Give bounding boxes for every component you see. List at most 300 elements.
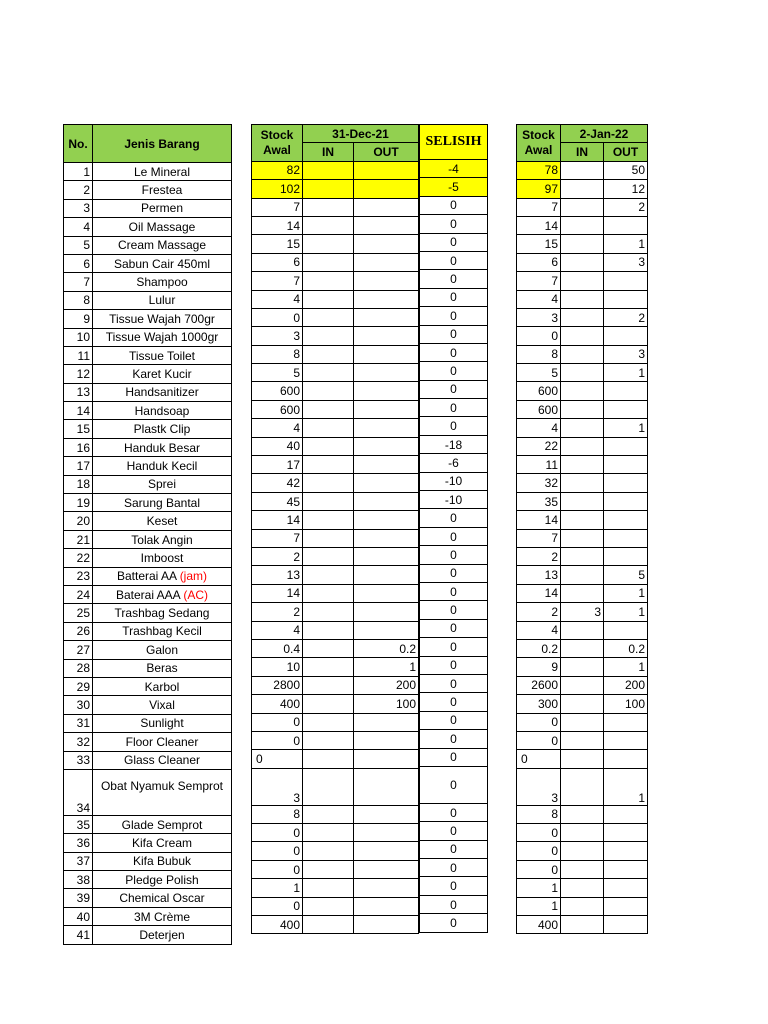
table-row xyxy=(252,916,419,934)
row-no: 7 xyxy=(64,273,93,291)
stock-awal-jan: 14 xyxy=(517,584,561,602)
in-dec xyxy=(303,345,354,363)
in-dec xyxy=(303,824,354,842)
stock-awal-dec: 0 xyxy=(252,713,303,731)
stock-awal-jan: 7 xyxy=(517,272,561,290)
stock-awal-dec: 45 xyxy=(252,492,303,510)
table-row xyxy=(252,216,419,234)
table-row xyxy=(517,235,648,253)
item-name-text: Le Mineral xyxy=(133,164,191,179)
table-row xyxy=(517,345,648,363)
in-jan xyxy=(561,290,604,308)
in-dec xyxy=(303,253,354,271)
stock-awal-dec: 1 xyxy=(252,879,303,897)
in-jan xyxy=(561,805,604,823)
in-dec xyxy=(303,364,354,382)
item-name xyxy=(93,733,232,751)
in-dec xyxy=(303,529,354,547)
selisih-value: 0 xyxy=(420,307,488,325)
table-row xyxy=(420,859,488,877)
row-no: 36 xyxy=(64,834,93,852)
item-name-text: Sunlight xyxy=(140,716,184,731)
stock-awal-dec: 8 xyxy=(252,805,303,823)
in-jan xyxy=(561,547,604,565)
out-dec xyxy=(354,419,419,437)
in-jan xyxy=(561,437,604,455)
in-dec xyxy=(303,676,354,694)
row-no: 3 xyxy=(64,199,93,217)
out-jan: 100 xyxy=(604,695,648,713)
in-jan xyxy=(561,879,604,897)
out-dec: 100 xyxy=(354,695,419,713)
table-row xyxy=(420,491,488,509)
stock-awal-jan: 0 xyxy=(517,750,561,768)
table-row xyxy=(420,380,488,398)
out-dec xyxy=(354,382,419,400)
row-no: 19 xyxy=(64,494,93,512)
item-note: (AC) xyxy=(183,587,209,602)
item-name xyxy=(93,926,232,944)
out-jan xyxy=(604,842,648,860)
selisih-value: 0 xyxy=(420,196,488,214)
table-row xyxy=(517,621,648,639)
table-row xyxy=(420,454,488,472)
out-dec xyxy=(354,327,419,345)
in-jan xyxy=(561,584,604,602)
out-jan xyxy=(604,547,648,565)
in-dec xyxy=(303,474,354,492)
in-dec xyxy=(303,492,354,510)
table-row xyxy=(517,492,648,510)
in-jan xyxy=(561,511,604,529)
table-row xyxy=(64,622,232,640)
stock-awal-jan: 14 xyxy=(517,511,561,529)
stock-awal-jan: 4 xyxy=(517,419,561,437)
table-row xyxy=(420,895,488,913)
table-row xyxy=(64,310,232,328)
in-dec xyxy=(303,860,354,878)
stock-awal-dec: 14 xyxy=(252,216,303,234)
in-jan xyxy=(561,621,604,639)
stock-awal-jan: 1 xyxy=(517,897,561,915)
item-name xyxy=(93,714,232,732)
item-name xyxy=(93,346,232,364)
in-dec xyxy=(303,161,354,179)
stock-awal-jan: 0.2 xyxy=(517,639,561,657)
item-name-text: Karbol xyxy=(144,679,180,694)
item-name-text: Trashbag Sedang xyxy=(114,606,210,621)
item-name xyxy=(93,402,232,420)
in-jan xyxy=(561,382,604,400)
stock-awal-jan: 4 xyxy=(517,290,561,308)
table-row xyxy=(517,456,648,474)
row-no: 21 xyxy=(64,530,93,548)
table-row xyxy=(252,456,419,474)
header-date-1: 31-Dec-21 xyxy=(303,125,419,143)
out-jan xyxy=(604,474,648,492)
in-jan xyxy=(561,639,604,657)
header-in-1: IN xyxy=(303,143,354,161)
selisih-value: 0 xyxy=(420,251,488,269)
table-row xyxy=(64,199,232,217)
table-row xyxy=(517,437,648,455)
stock-awal-jan: 11 xyxy=(517,456,561,474)
item-name-text: Tissue Wajah 700gr xyxy=(109,311,215,326)
selisih-value: 0 xyxy=(420,288,488,306)
out-jan xyxy=(604,327,648,345)
table-row xyxy=(420,840,488,858)
table-row xyxy=(420,711,488,729)
out-dec xyxy=(354,180,419,198)
stock-awal-dec: 5 xyxy=(252,364,303,382)
table-row xyxy=(64,438,232,456)
out-dec xyxy=(354,308,419,326)
table-row xyxy=(252,180,419,198)
out-jan xyxy=(604,824,648,842)
stock-awal-dec: 17 xyxy=(252,456,303,474)
table-row xyxy=(64,871,232,889)
stock-awal-dec: 4 xyxy=(252,419,303,437)
in-dec xyxy=(303,713,354,731)
header-stock-awal-2: Stock Awal xyxy=(517,125,561,162)
selisih-value: 0 xyxy=(420,748,488,766)
stock-awal-jan: 600 xyxy=(517,400,561,418)
item-name-text: Permen xyxy=(140,201,184,216)
in-dec xyxy=(303,511,354,529)
table-row xyxy=(517,474,648,492)
stock-awal-dec: 0 xyxy=(252,897,303,915)
table-row xyxy=(64,567,232,585)
table-row xyxy=(517,731,648,749)
row-no: 4 xyxy=(64,218,93,236)
row-no: 2 xyxy=(64,181,93,199)
table-row xyxy=(420,564,488,582)
table-row xyxy=(517,713,648,731)
item-name xyxy=(93,567,232,585)
out-dec xyxy=(354,842,419,860)
table-row xyxy=(517,750,648,768)
item-name-text: Plastk Clip xyxy=(133,422,191,437)
in-dec xyxy=(303,327,354,345)
stock-awal-dec: 40 xyxy=(252,437,303,455)
stock-awal-jan: 3 xyxy=(517,308,561,326)
item-name-text: Handuk Besar xyxy=(123,440,201,455)
item-name xyxy=(93,585,232,603)
row-no: 23 xyxy=(64,567,93,585)
out-dec: 200 xyxy=(354,676,419,694)
table-row xyxy=(64,181,232,199)
out-jan xyxy=(604,805,648,823)
stock-awal-jan: 5 xyxy=(517,364,561,382)
item-name xyxy=(93,769,232,815)
item-name xyxy=(93,604,232,622)
row-no: 31 xyxy=(64,714,93,732)
item-name xyxy=(93,815,232,833)
out-dec xyxy=(354,253,419,271)
stock-awal-dec: 2 xyxy=(252,603,303,621)
out-dec xyxy=(354,621,419,639)
table-row xyxy=(420,270,488,288)
out-jan xyxy=(604,879,648,897)
in-dec xyxy=(303,584,354,602)
stock-awal-dec: 42 xyxy=(252,474,303,492)
item-name xyxy=(93,181,232,199)
in-jan: 3 xyxy=(561,603,604,621)
in-jan xyxy=(561,695,604,713)
table-row xyxy=(252,603,419,621)
table-row xyxy=(517,584,648,602)
stock-awal-jan: 9 xyxy=(517,658,561,676)
item-name-text: Glass Cleaner xyxy=(123,753,201,768)
in-dec xyxy=(303,272,354,290)
table-row xyxy=(64,346,232,364)
stock-awal-jan: 15 xyxy=(517,235,561,253)
table-row xyxy=(64,236,232,254)
table-row xyxy=(517,253,648,271)
row-no: 6 xyxy=(64,254,93,272)
out-jan xyxy=(604,382,648,400)
selisih-value: 0 xyxy=(420,822,488,840)
in-jan xyxy=(561,308,604,326)
item-name xyxy=(93,659,232,677)
out-dec xyxy=(354,364,419,382)
in-jan xyxy=(561,364,604,382)
item-name-text: Glade Semprot xyxy=(121,817,203,832)
table-row xyxy=(420,399,488,417)
in-dec xyxy=(303,419,354,437)
table-row xyxy=(64,420,232,438)
row-no: 15 xyxy=(64,420,93,438)
out-jan xyxy=(604,437,648,455)
out-dec xyxy=(354,345,419,363)
selisih-value: -10 xyxy=(420,491,488,509)
stock-awal-dec: 600 xyxy=(252,400,303,418)
table-row xyxy=(517,603,648,621)
in-jan xyxy=(561,235,604,253)
row-no: 13 xyxy=(64,383,93,401)
out-dec xyxy=(354,161,419,179)
selisih-value: 0 xyxy=(420,840,488,858)
table-row xyxy=(252,731,419,749)
in-jan xyxy=(561,676,604,694)
out-jan xyxy=(604,456,648,474)
out-jan: 3 xyxy=(604,253,648,271)
selisih-value: 0 xyxy=(420,509,488,527)
item-name xyxy=(93,834,232,852)
in-jan xyxy=(561,180,604,198)
row-no: 35 xyxy=(64,815,93,833)
item-name-text: Keset xyxy=(146,514,178,529)
out-dec xyxy=(354,824,419,842)
in-jan xyxy=(561,916,604,934)
in-jan xyxy=(561,731,604,749)
in-jan xyxy=(561,768,604,805)
out-jan xyxy=(604,621,648,639)
table-row xyxy=(64,641,232,659)
table-row xyxy=(517,639,648,657)
in-jan xyxy=(561,492,604,510)
in-dec xyxy=(303,400,354,418)
table-row xyxy=(252,860,419,878)
table-row xyxy=(252,272,419,290)
table-row xyxy=(252,400,419,418)
stock-awal-jan: 0 xyxy=(517,731,561,749)
row-no: 8 xyxy=(64,291,93,309)
table-row xyxy=(64,383,232,401)
out-jan xyxy=(604,272,648,290)
table-row xyxy=(64,273,232,291)
selisih-value: 0 xyxy=(420,674,488,692)
table-row xyxy=(64,328,232,346)
stock-awal-jan: 1 xyxy=(517,879,561,897)
out-dec xyxy=(354,216,419,234)
selisih-value: -10 xyxy=(420,472,488,490)
table-row xyxy=(517,308,648,326)
out-jan: 0.2 xyxy=(604,639,648,657)
item-name-text: Kifa Cream xyxy=(131,835,193,850)
selisih-value: -6 xyxy=(420,454,488,472)
table-row xyxy=(517,216,648,234)
item-name xyxy=(93,677,232,695)
stock-awal-jan: 400 xyxy=(517,916,561,934)
table-row xyxy=(517,198,648,216)
table-row xyxy=(420,582,488,600)
row-no: 17 xyxy=(64,457,93,475)
item-name-text: Handsoap xyxy=(134,403,190,418)
out-jan xyxy=(604,713,648,731)
in-jan xyxy=(561,474,604,492)
row-no: 32 xyxy=(64,733,93,751)
in-jan xyxy=(561,658,604,676)
in-jan xyxy=(561,456,604,474)
row-no: 25 xyxy=(64,604,93,622)
stock-awal-dec: 0 xyxy=(252,731,303,749)
out-jan: 1 xyxy=(604,658,648,676)
stock-awal-jan: 600 xyxy=(517,382,561,400)
table-row xyxy=(252,382,419,400)
stock-awal-jan: 0 xyxy=(517,860,561,878)
table-row xyxy=(252,198,419,216)
out-jan: 1 xyxy=(604,603,648,621)
in-dec xyxy=(303,639,354,657)
selisih-value: 0 xyxy=(420,638,488,656)
in-dec xyxy=(303,603,354,621)
out-dec xyxy=(354,400,419,418)
item-name xyxy=(93,696,232,714)
table-row xyxy=(64,852,232,870)
table-row xyxy=(64,907,232,925)
selisih-value: 0 xyxy=(420,914,488,932)
table-row xyxy=(420,546,488,564)
table-row xyxy=(64,926,232,944)
out-dec xyxy=(354,290,419,308)
in-dec xyxy=(303,308,354,326)
row-no: 20 xyxy=(64,512,93,530)
out-dec xyxy=(354,916,419,934)
stock-awal-jan: 7 xyxy=(517,529,561,547)
table-row xyxy=(252,290,419,308)
item-name-text: Tolak Angin xyxy=(131,532,193,547)
stock-awal-dec: 4 xyxy=(252,290,303,308)
item-name xyxy=(93,236,232,254)
table-row xyxy=(420,619,488,637)
in-jan xyxy=(561,400,604,418)
selisih-value: 0 xyxy=(420,803,488,821)
selisih-value: 0 xyxy=(420,233,488,251)
in-dec xyxy=(303,897,354,915)
in-jan xyxy=(561,161,604,179)
in-jan xyxy=(561,327,604,345)
header-selisih: SELISIH xyxy=(420,125,488,160)
table-row xyxy=(517,916,648,934)
table-row xyxy=(252,639,419,657)
stock-awal-jan: 0 xyxy=(517,842,561,860)
table-row xyxy=(517,290,648,308)
table-row xyxy=(64,889,232,907)
selisih-value: 0 xyxy=(420,582,488,600)
table-row xyxy=(252,768,419,805)
table-row xyxy=(252,547,419,565)
table-row xyxy=(517,547,648,565)
out-dec xyxy=(354,474,419,492)
in-dec xyxy=(303,805,354,823)
item-name xyxy=(93,871,232,889)
in-dec xyxy=(303,658,354,676)
out-dec xyxy=(354,235,419,253)
table-row xyxy=(252,235,419,253)
in-dec xyxy=(303,916,354,934)
in-jan xyxy=(561,198,604,216)
table-row xyxy=(64,604,232,622)
item-name xyxy=(93,530,232,548)
out-dec xyxy=(354,897,419,915)
out-dec xyxy=(354,584,419,602)
table-row xyxy=(420,215,488,233)
stock-awal-dec: 14 xyxy=(252,511,303,529)
table-row xyxy=(64,512,232,530)
in-jan xyxy=(561,272,604,290)
table-row xyxy=(252,437,419,455)
item-name xyxy=(93,365,232,383)
table-row xyxy=(252,824,419,842)
selisih-value: 0 xyxy=(420,564,488,582)
table-row xyxy=(517,180,648,198)
in-jan xyxy=(561,566,604,584)
item-name-text: Cream Massage xyxy=(117,238,207,253)
stock-awal-jan: 7 xyxy=(517,198,561,216)
row-no: 39 xyxy=(64,889,93,907)
in-dec xyxy=(303,695,354,713)
table-row xyxy=(420,417,488,435)
row-no: 29 xyxy=(64,677,93,695)
selisih-value: 0 xyxy=(420,730,488,748)
out-jan: 1 xyxy=(604,584,648,602)
table-row xyxy=(252,897,419,915)
in-dec xyxy=(303,879,354,897)
table-row xyxy=(420,766,488,803)
table-row xyxy=(517,400,648,418)
stock-awal-dec: 4 xyxy=(252,621,303,639)
in-jan xyxy=(561,216,604,234)
selisih-value: -18 xyxy=(420,435,488,453)
out-dec xyxy=(354,492,419,510)
table-row xyxy=(420,325,488,343)
table-row xyxy=(420,472,488,490)
item-name xyxy=(93,622,232,640)
selisih-value: -5 xyxy=(420,178,488,196)
table-row xyxy=(517,419,648,437)
table-row xyxy=(517,327,648,345)
